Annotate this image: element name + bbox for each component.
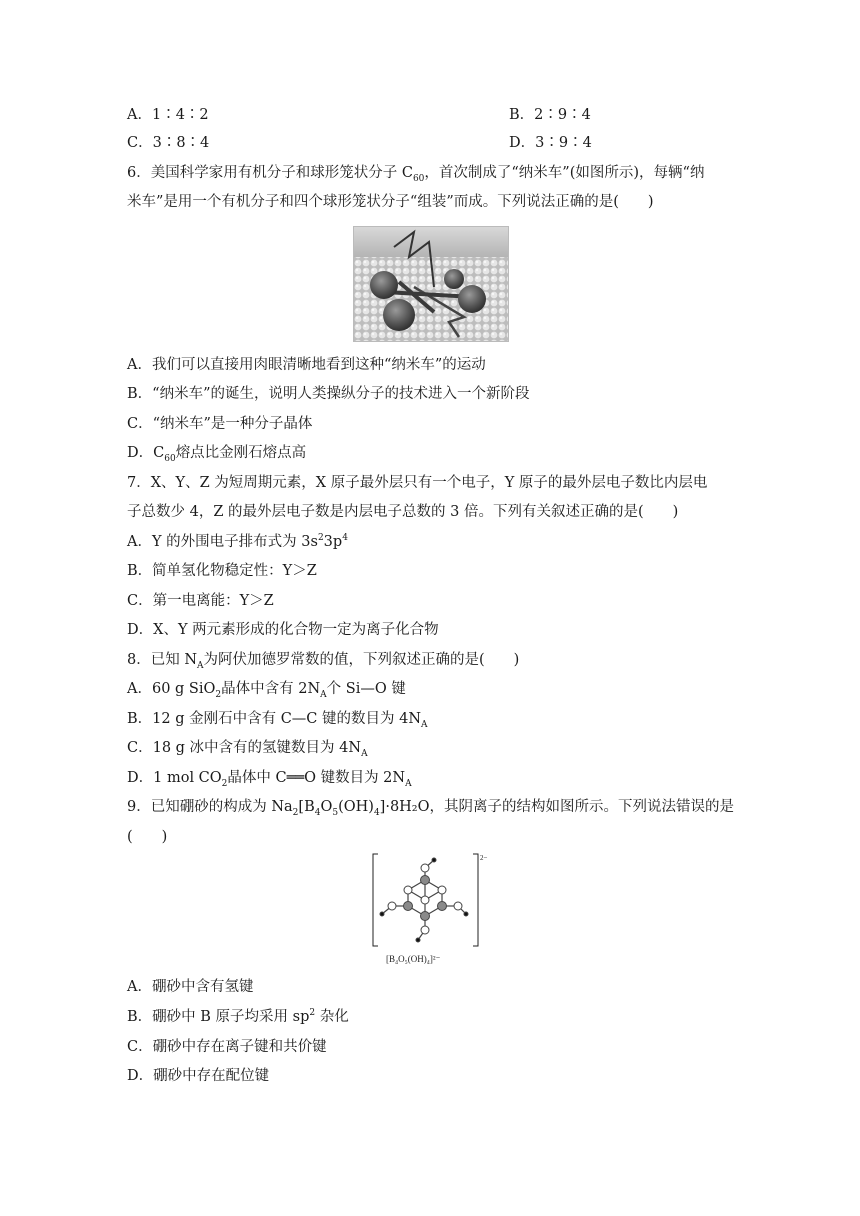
q7-option-c: C．第一电离能：Y＞Z bbox=[127, 593, 274, 609]
q5-option-b: B．2∶9∶4 bbox=[509, 107, 591, 123]
q7-stem-line2: 子总数少 4，Z 的最外层电子数是内层电子总数的 3 倍。下列有关叙述正确的是( ) bbox=[127, 504, 679, 520]
q7-option-a: A．Y 的外围电子排布式为 $3s^23p^4$ bbox=[127, 533, 348, 550]
q8-option-b: B．12 g 金刚石中含有 C—C 键的数目为 $4N_A$ bbox=[127, 711, 428, 730]
q6-option-c: C．“纳米车”是一种分子晶体 bbox=[127, 416, 313, 432]
q8-stem: 8．已知 $N_A$为阿伏加德罗常数的值，下列叙述正确的是( ) bbox=[127, 652, 520, 671]
q5-option-a: A．1∶4∶2 bbox=[127, 107, 209, 123]
q5-option-row-1 bbox=[127, 105, 591, 125]
borax-anion-structure bbox=[370, 850, 490, 968]
q7-option-d: D．X、Y 两元素形成的化合物一定为离子化合物 bbox=[127, 622, 439, 638]
q9-stem-line2: ( ) bbox=[127, 829, 168, 845]
q5-option-c: C．3∶8∶4 bbox=[127, 135, 210, 151]
q9-option-a: A．硼砂中含有氢键 bbox=[127, 979, 254, 995]
figure-caption: [B₄O₅(OH)₄]²⁻ bbox=[386, 954, 441, 964]
q7-stem: 7．X、Y、Z 为短周期元素，X 原子最外层只有一个电子，Y 原子的最外层电子数比内层电 bbox=[127, 475, 708, 491]
q8-option-a: A．60 g SiO$_2$晶体中含有 $2N_A$个 Si—O 键 bbox=[127, 681, 406, 700]
q7-option-b: B．简单氢化物稳定性：Y＞Z bbox=[127, 563, 317, 579]
nanocar-image bbox=[353, 226, 509, 342]
q6-stem: 6．美国科学家用有机分子和球形笼状分子 $C_{60}$，首次制成了“纳米车”(如图所示)，每辆“纳 bbox=[127, 165, 705, 184]
q6-option-a: A．我们可以直接用肉眼清晰地看到这种“纳米车”的运动 bbox=[127, 357, 486, 373]
q5-option-row-2 bbox=[127, 133, 592, 153]
q6-option-b: B．“纳米车”的诞生，说明人类操纵分子的技术进入一个新阶段 bbox=[127, 386, 530, 402]
q9-stem: 9．已知硼砂的构成为 $Na_2[B_4O_5(OH)_4]\cdot 8H_2O$，其阴离子的结构如图所示。下列说法错误的是 bbox=[127, 799, 735, 818]
q6-option-d: D．$C_{60}$熔点比金刚石熔点高 bbox=[127, 445, 307, 464]
q9-option-c: C．硼砂中存在离子键和共价键 bbox=[127, 1039, 327, 1055]
q8-option-d: D．1 mol $CO_2$晶体中 C══O 键数目为 $2N_A$ bbox=[127, 770, 412, 789]
q5-option-d: D．3∶9∶4 bbox=[509, 135, 592, 151]
q8-option-c: C．18 g 冰中含有的氢键数目为 $4N_A$ bbox=[127, 740, 368, 759]
q6-stem-line2: 米车”是用一个有机分子和四个球形笼状分子“组装”而成。下列说法正确的是( ) bbox=[127, 194, 654, 210]
charge-label: 2− bbox=[480, 854, 488, 862]
q9-option-b: B．硼砂中 B 原子均采用 $sp^2$ 杂化 bbox=[127, 1008, 349, 1025]
q9-option-d: D．硼砂中存在配位键 bbox=[127, 1068, 270, 1084]
